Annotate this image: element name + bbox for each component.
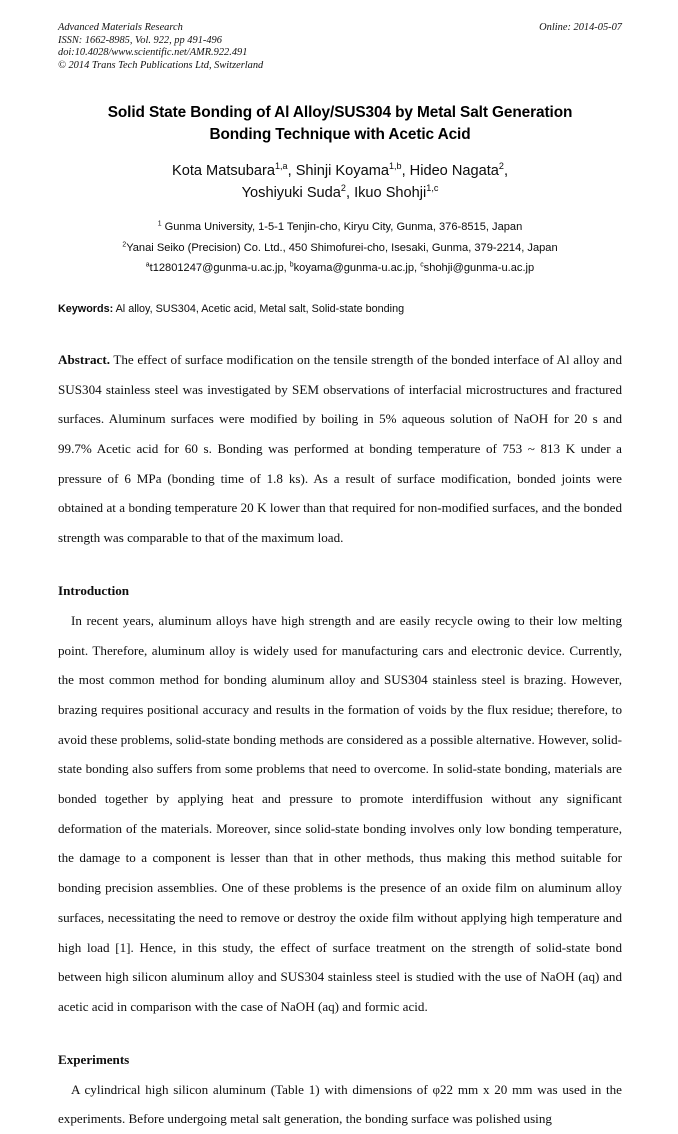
journal-name: Advanced Materials Research (58, 22, 183, 33)
journal-doi-line: doi:10.4028/www.scientific.net/AMR.922.491 (58, 47, 248, 59)
author-separator: , (287, 163, 296, 180)
journal-issn-line: ISSN: 1662-8985, Vol. 922, pp 491-496 (58, 34, 222, 46)
author-name: Ikuo Shohji (354, 185, 427, 202)
affiliation-marker: 2 (122, 241, 127, 249)
keywords-label: Keywords: (58, 302, 114, 315)
introduction-paragraph: In recent years, aluminum alloys have high strength and are easily recycle owing to their low melting point. Therefore, aluminum alloy is widely used for manufacturing cars and electronic device. Currently, the most common method for bonding aluminum alloy and SUS304 stainless steel is brazing. However, brazing requires positional accuracy and results in the formation of voids by the flux residue; therefore, to avoid these problems, solid-state bonding methods are considered as a possible alternative. However, solid-state bonding also suffers from some problems that need to overcome. In solid-state bonding, materials are bonded together by applying heat and pressure to promote interdiffusion without any significant deformation of the materials. Moreover, since solid-state bonding involves only low bonding temperature, the damage to a component is lesser than that in other methods, thus making this method suitable for bonding precision assemblies. One of these problems is the presence of an oxide film on aluminum alloy surfaces, necessitating the need to remove or destroy the oxide film without applying high temperature and high load [1]. Hence, in this study, the effect of surface treatment on the strength of solid-state bond between high silicon aluminum alloy and SUS304 stainless steel is studied with the use of NaOH (aq) and acetic acid in comparison with the case of NaOH (aq) and formic acid. (58, 612, 622, 1014)
affiliation-text: Yanai Seiko (Precision) Co. Ltd., 450 Shimofurei-cho, Isesaki, Gunma, 379-2214, Japan (126, 241, 558, 254)
affiliation-marker: 1 (157, 220, 162, 228)
author-line-2 (88, 182, 592, 204)
section-heading-experiments: Experiments (58, 1051, 130, 1067)
affiliation-list (62, 217, 618, 279)
experiments-paragraph: A cylindrical high silicon aluminum (Table 1) with dimensions of φ22 mm x 20 mm was used in the experiments. Before undergoing metal salt generation, the bonding surface was polished using (58, 1081, 622, 1127)
author-list (88, 160, 592, 204)
author-affiliation-marker: 1,c (426, 183, 439, 194)
email-address-b[interactable]: koyama@gunma-u.ac.jp, (293, 262, 421, 275)
author-emails (62, 258, 618, 279)
title-line-2: Bonding Technique with Acetic Acid (209, 126, 471, 144)
author-separator: , (503, 163, 509, 180)
email-marker-a: a (145, 261, 150, 269)
author-affiliation-marker: 1,a (275, 161, 288, 172)
abstract-text: The effect of surface modification on the tensile strength of the bonded interface of Al alloy and SUS304 stainless steel was investigated by SEM observations of interfacial microstructures and fractured surfaces. Aluminum surfaces were modified by boiling in 5% aqueous solution of NaOH for 20 s and 99.7% Acetic acid for 60 s. Bonding was performed at bonding temperature of 753 ~ 813 K under a pressure of 6 MPa (bonding time of 1.8 ks). As a result of surface modification, bonded joints were obtained at a bonding temperature 20 K lower than that required for non-modified surfaces, and the bonded strength was comparable to that of the maximum load. (58, 351, 622, 546)
email-address-a[interactable]: t12801247@gunma-u.ac.jp, (149, 262, 290, 275)
title-line-1: Solid State Bonding of Al Alloy/SUS304 by Metal Salt Generation (107, 104, 573, 122)
affiliation-text: Gunma University, 1-5-1 Tenjin-cho, Kiryu City, Gunma, 376-8515, Japan (161, 221, 523, 234)
affiliation-1 (62, 217, 618, 238)
journal-header-left (58, 22, 458, 72)
email-marker-b: b (289, 261, 294, 269)
email-marker-c: c (420, 261, 424, 269)
author-name: Kota Matsubara (171, 163, 275, 180)
keywords-value: Al alloy, SUS304, Acetic acid, Metal salt, Solid-state bonding (113, 302, 405, 315)
page-title (76, 102, 604, 146)
author-name: Shinji Koyama (295, 163, 389, 180)
journal-header (58, 22, 622, 72)
abstract-label: Abstract. (58, 351, 110, 367)
email-address-c[interactable]: shohji@gunma-u.ac.jp (423, 262, 535, 275)
keywords-line (58, 301, 622, 317)
author-affiliation-marker: 1,b (388, 161, 402, 172)
author-separator: , (401, 163, 410, 180)
author-line-1 (88, 160, 592, 182)
section-heading-introduction: Introduction (58, 582, 130, 598)
author-name: Yoshiyuki Suda (241, 185, 341, 202)
journal-copyright-line: © 2014 Trans Tech Publications Ltd, Switzerland (58, 59, 264, 71)
author-affiliation-marker: 2 (340, 183, 346, 194)
online-date: Online: 2014-05-07 (539, 22, 622, 33)
author-separator: , (345, 185, 355, 202)
author-affiliation-marker: 2 (498, 161, 504, 172)
affiliation-2 (62, 238, 618, 259)
abstract-paragraph (58, 345, 622, 553)
author-name: Hideo Nagata (409, 163, 499, 180)
